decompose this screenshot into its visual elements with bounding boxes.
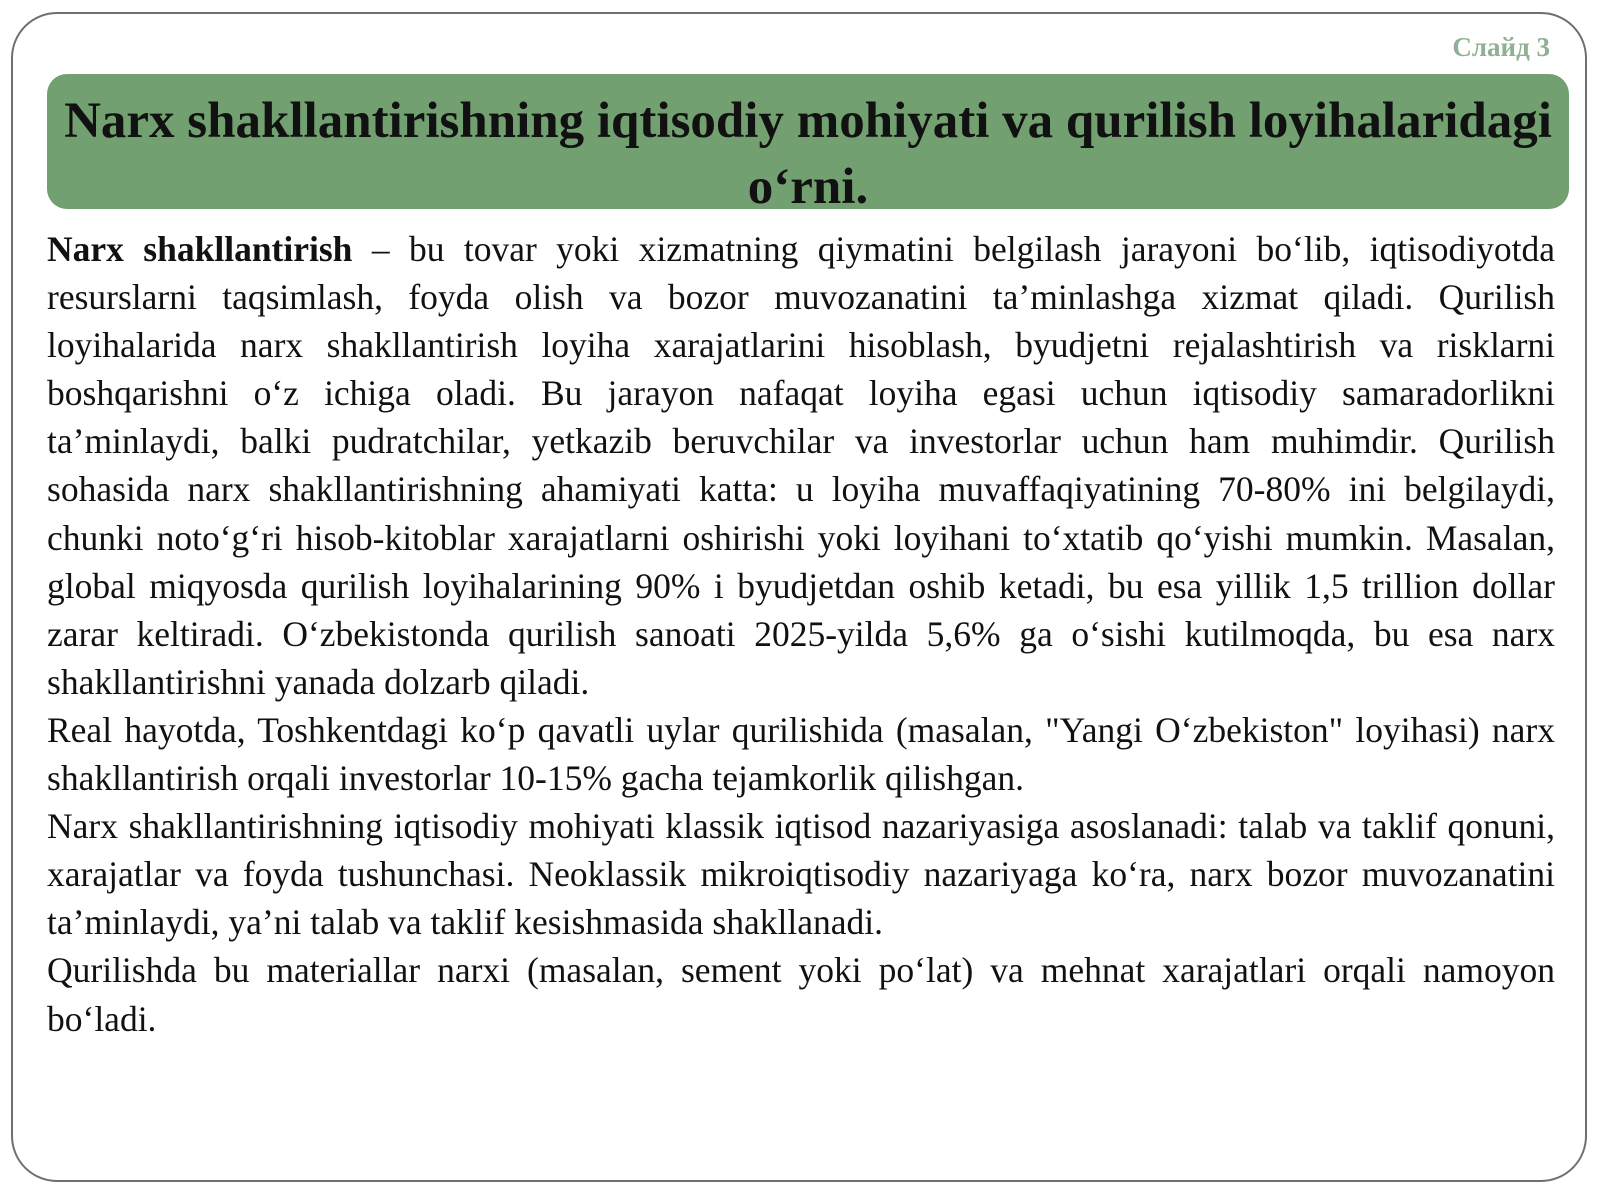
slide-number: Слайд 3 bbox=[1452, 32, 1550, 62]
paragraph-economic-essence: Narx shakllantirishning iqtisodiy mohiyati klassik iqtisod nazariyasiga asoslanadi: talab va taklif qonuni, xarajatlar va foyda tushunchasi. Neoklassik mikroiqtisodiy nazariyaga ko‘ra, narx bozor muvozanatini ta’minlaydi, ya’ni talab va taklif kesishmasida shakllanadi. bbox=[47, 806, 1555, 943]
paragraph-construction-application: Qurilishda bu materiallar narxi (masalan, sement yoki po‘lat) va mehnat xarajatlari orqali namoyon bo‘ladi. bbox=[47, 950, 1555, 1039]
slide-title: Narx shakllantirishning iqtisodiy mohiyati va qurilish loyihalaridagi o‘rni. bbox=[64, 93, 1552, 215]
lead-term: Narx shakllantirish bbox=[47, 229, 353, 269]
paragraph-definition bbox=[47, 225, 1555, 706]
paragraph-text: – bu tovar yoki xizmatning qiymatini belgilash jarayoni bo‘lib, iqtisodiyotda resurslarni taqsimlash, foyda olish va bozor muvozanatini ta’minlashga xizmat qiladi. Qurilish loyihalarida narx shakllantirish loyiha xarajatlarini hisoblash, byudjetni rejalashtirish va risklarni boshqarishni o‘z ichiga oladi. Bu jarayon nafaqat loyiha egasi uchun iqtisodiy samaradorlikni ta’minlaydi, balki pudratchilar, yetkazib beruvchilar va investorlar uchun ham muhimdir. Qurilish sohasida narx shakllantirishning ahamiyati katta: u loyiha muvaffaqiyatining 70-80% ini belgilaydi, chunki noto‘g‘ri hisob-kitoblar xarajatlarni oshirishi yoki loyihani to‘xtatib qo‘yishi mumkin. Masalan, global miqyosda qurilish loyihalarining 90% i byudjetdan oshib ketadi, bu esa yillik 1,5 trillion dollar zarar keltiradi. O‘zbekistonda qurilish sanoati 2025-yilda 5,6% ga o‘sishi kutilmoqda, bu esa narx shakllantirishni yanada dolzarb qiladi. bbox=[47, 229, 1555, 702]
paragraph-real-example: Real hayotda, Toshkentdagi ko‘p qavatli uylar qurilishida (masalan, "Yangi O‘zbekiston" loyihasi) narx shakllantirish orqali investorlar 10-15% gacha tejamkorlik qilishgan. bbox=[47, 709, 1555, 799]
slide-body bbox=[47, 225, 1555, 1043]
